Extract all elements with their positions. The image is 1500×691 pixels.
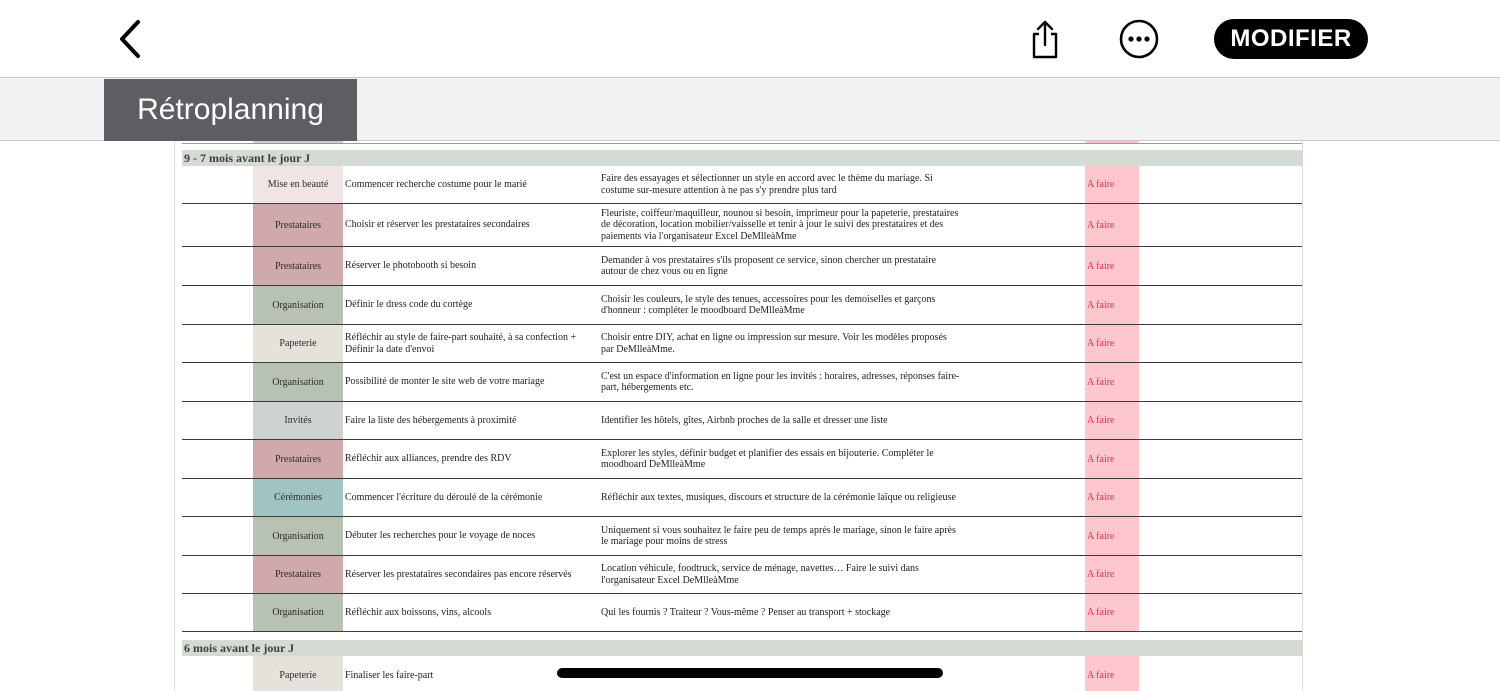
page-edge (174, 141, 175, 691)
status-cell[interactable]: A faire (1085, 247, 1139, 285)
category-cell[interactable]: Organisation (253, 517, 343, 555)
description-cell[interactable]: Explorer les styles, définir budget et planifier des essais en bijouterie. Compléter le moodboard DeMlleàMme (601, 447, 934, 470)
status-cell[interactable]: A faire (1085, 556, 1139, 593)
category-cell[interactable]: Papeterie (253, 656, 343, 691)
task-cell[interactable]: Commencer recherche costume pour le marié (345, 178, 527, 190)
home-indicator[interactable] (557, 668, 943, 678)
tab-retroplanning[interactable]: Rétroplanning (104, 79, 357, 141)
task-cell[interactable]: Possibilité de monter le site web de votre mariage (345, 376, 545, 388)
status-cell[interactable]: A faire (1085, 440, 1139, 478)
description-cell[interactable]: Location véhicule, foodtruck, service de ménage, navettes… Faire le suivi dans l'organisateur Excel DeMlleàMme (601, 563, 919, 586)
status-cell[interactable]: A faire (1085, 204, 1139, 246)
category-cell[interactable]: Papeterie (253, 325, 343, 362)
status-cell[interactable]: A faire (1085, 166, 1139, 203)
status-cell[interactable]: A faire (1085, 286, 1139, 324)
spreadsheet-view[interactable] (0, 141, 1500, 691)
description-cell[interactable]: Choisir entre DIY, achat en ligne ou impression sur mesure. Voir les modèles proposés par DeMlleàMme. (601, 332, 947, 355)
description-cell[interactable]: Identifier les hôtels, gîtes, Airbnb proches de la salle et dresser une liste (601, 414, 888, 426)
task-cell[interactable]: Commencer l'écriture du déroulé de la cérémonie (345, 491, 543, 503)
table-row[interactable] (182, 479, 1302, 517)
task-cell[interactable]: Réfléchir aux boissons, vins, alcools (345, 606, 492, 618)
description-cell[interactable]: Fleuriste, coiffeur/maquilleur, nounou si besoin, imprimeur pour la papeterie, prestataires de décoration, location mobilier/vaisselle et tenir à jour le suivi des prestataires et des paiements via l'organisateur Excel DeMlleàMme (601, 207, 959, 242)
category-cell[interactable]: Organisation (253, 363, 343, 401)
modify-button[interactable]: MODIFIER (1214, 19, 1368, 59)
table-row[interactable] (182, 286, 1302, 325)
status-cell[interactable]: A faire (1085, 656, 1139, 691)
back-button[interactable] (112, 16, 152, 62)
status-cell[interactable]: A faire (1085, 325, 1139, 362)
task-cell[interactable]: Finaliser les faire-part (345, 669, 434, 681)
task-cell[interactable]: Réfléchir aux alliances, prendre des RDV (345, 453, 512, 465)
task-cell[interactable]: Définir le dress code du cortège (345, 299, 473, 311)
category-cell[interactable]: Invités (253, 402, 343, 439)
description-cell[interactable]: Choisir les couleurs, le style des tenues, accessoires pour les demoiselles et garçons d'honneur : compléter le moodboard DeMlleàMme (601, 293, 936, 316)
table-row[interactable] (182, 166, 1302, 204)
category-cell[interactable]: Prestataires (253, 440, 343, 478)
description-cell[interactable]: Faire des essayages et sélectionner un style en accord avec le thème du mariage. Si costume sur-mesure attention à ne pas s'y prendre plus tard (601, 173, 933, 196)
description-cell[interactable]: C'est un espace d'information en ligne pour les invités : horaires, adresses, réponses faire-part, hébergements etc. (601, 370, 960, 393)
category-cell[interactable]: Prestataires (253, 204, 343, 246)
section-header[interactable]: 6 mois avant le jour J (182, 640, 1302, 656)
table-row[interactable] (182, 204, 1302, 247)
ellipsis-circle-icon (1117, 17, 1161, 61)
share-button[interactable] (1024, 18, 1066, 60)
table-row[interactable] (182, 517, 1302, 556)
status-cell[interactable]: A faire (1085, 363, 1139, 401)
description-cell[interactable]: Demander à vos prestataires s'ils proposent ce service, sinon chercher un prestataire autour de chez vous ou en ligne (601, 254, 937, 277)
row-divider (182, 143, 1302, 144)
category-cell[interactable]: Organisation (253, 286, 343, 324)
more-options-button[interactable] (1117, 17, 1161, 61)
table-row[interactable] (182, 556, 1302, 594)
table-row[interactable] (182, 402, 1302, 440)
task-cell[interactable]: Réserver le photobooth si besoin (345, 260, 477, 272)
status-cell[interactable]: A faire (1085, 402, 1139, 439)
category-cell[interactable]: Prestataires (253, 556, 343, 593)
sheet-tab-bar (0, 77, 1500, 141)
chevron-left-icon (112, 16, 152, 62)
description-cell[interactable]: Qui les fournis ? Traiteur ? Vous-même ? Penser au transport + stockage (601, 606, 891, 618)
status-cell[interactable]: A faire (1085, 594, 1139, 631)
category-cell[interactable]: Cérémonies (253, 479, 343, 516)
category-cell[interactable]: Prestataires (253, 247, 343, 285)
table-row[interactable] (182, 594, 1302, 632)
table-row[interactable] (182, 363, 1302, 402)
task-cell[interactable]: Réfléchir au style de faire-part souhaité, à sa confection + Définir la date d'envoi (345, 332, 577, 355)
task-cell[interactable]: Réserver les prestataires secondaires pas encore réservés (345, 568, 572, 580)
table-row[interactable] (182, 440, 1302, 479)
description-cell[interactable]: Réfléchir aux textes, musiques, discours et structure de la cérémonie laïque ou religieuse (601, 491, 956, 503)
share-icon (1024, 18, 1066, 60)
category-cell[interactable]: Mise en beauté (253, 166, 343, 203)
status-cell[interactable]: A faire (1085, 517, 1139, 555)
table-row[interactable] (182, 325, 1302, 363)
task-cell[interactable]: Faire la liste des hébergements à proximité (345, 414, 517, 426)
category-cell[interactable]: Organisation (253, 594, 343, 631)
description-cell[interactable]: Uniquement si vous souhaitez le faire peu de temps après le mariage, sinon le faire après le mariage pour moins de stress (601, 524, 956, 547)
table-row[interactable] (182, 247, 1302, 286)
status-cell[interactable]: A faire (1085, 479, 1139, 516)
page-edge (1302, 141, 1303, 691)
section-header[interactable]: 9 - 7 mois avant le jour J (182, 150, 1302, 166)
task-cell[interactable]: Débuter les recherches pour le voyage de noces (345, 530, 536, 542)
top-toolbar (0, 0, 1500, 77)
task-cell[interactable]: Choisir et réserver les prestataires secondaires (345, 219, 530, 231)
